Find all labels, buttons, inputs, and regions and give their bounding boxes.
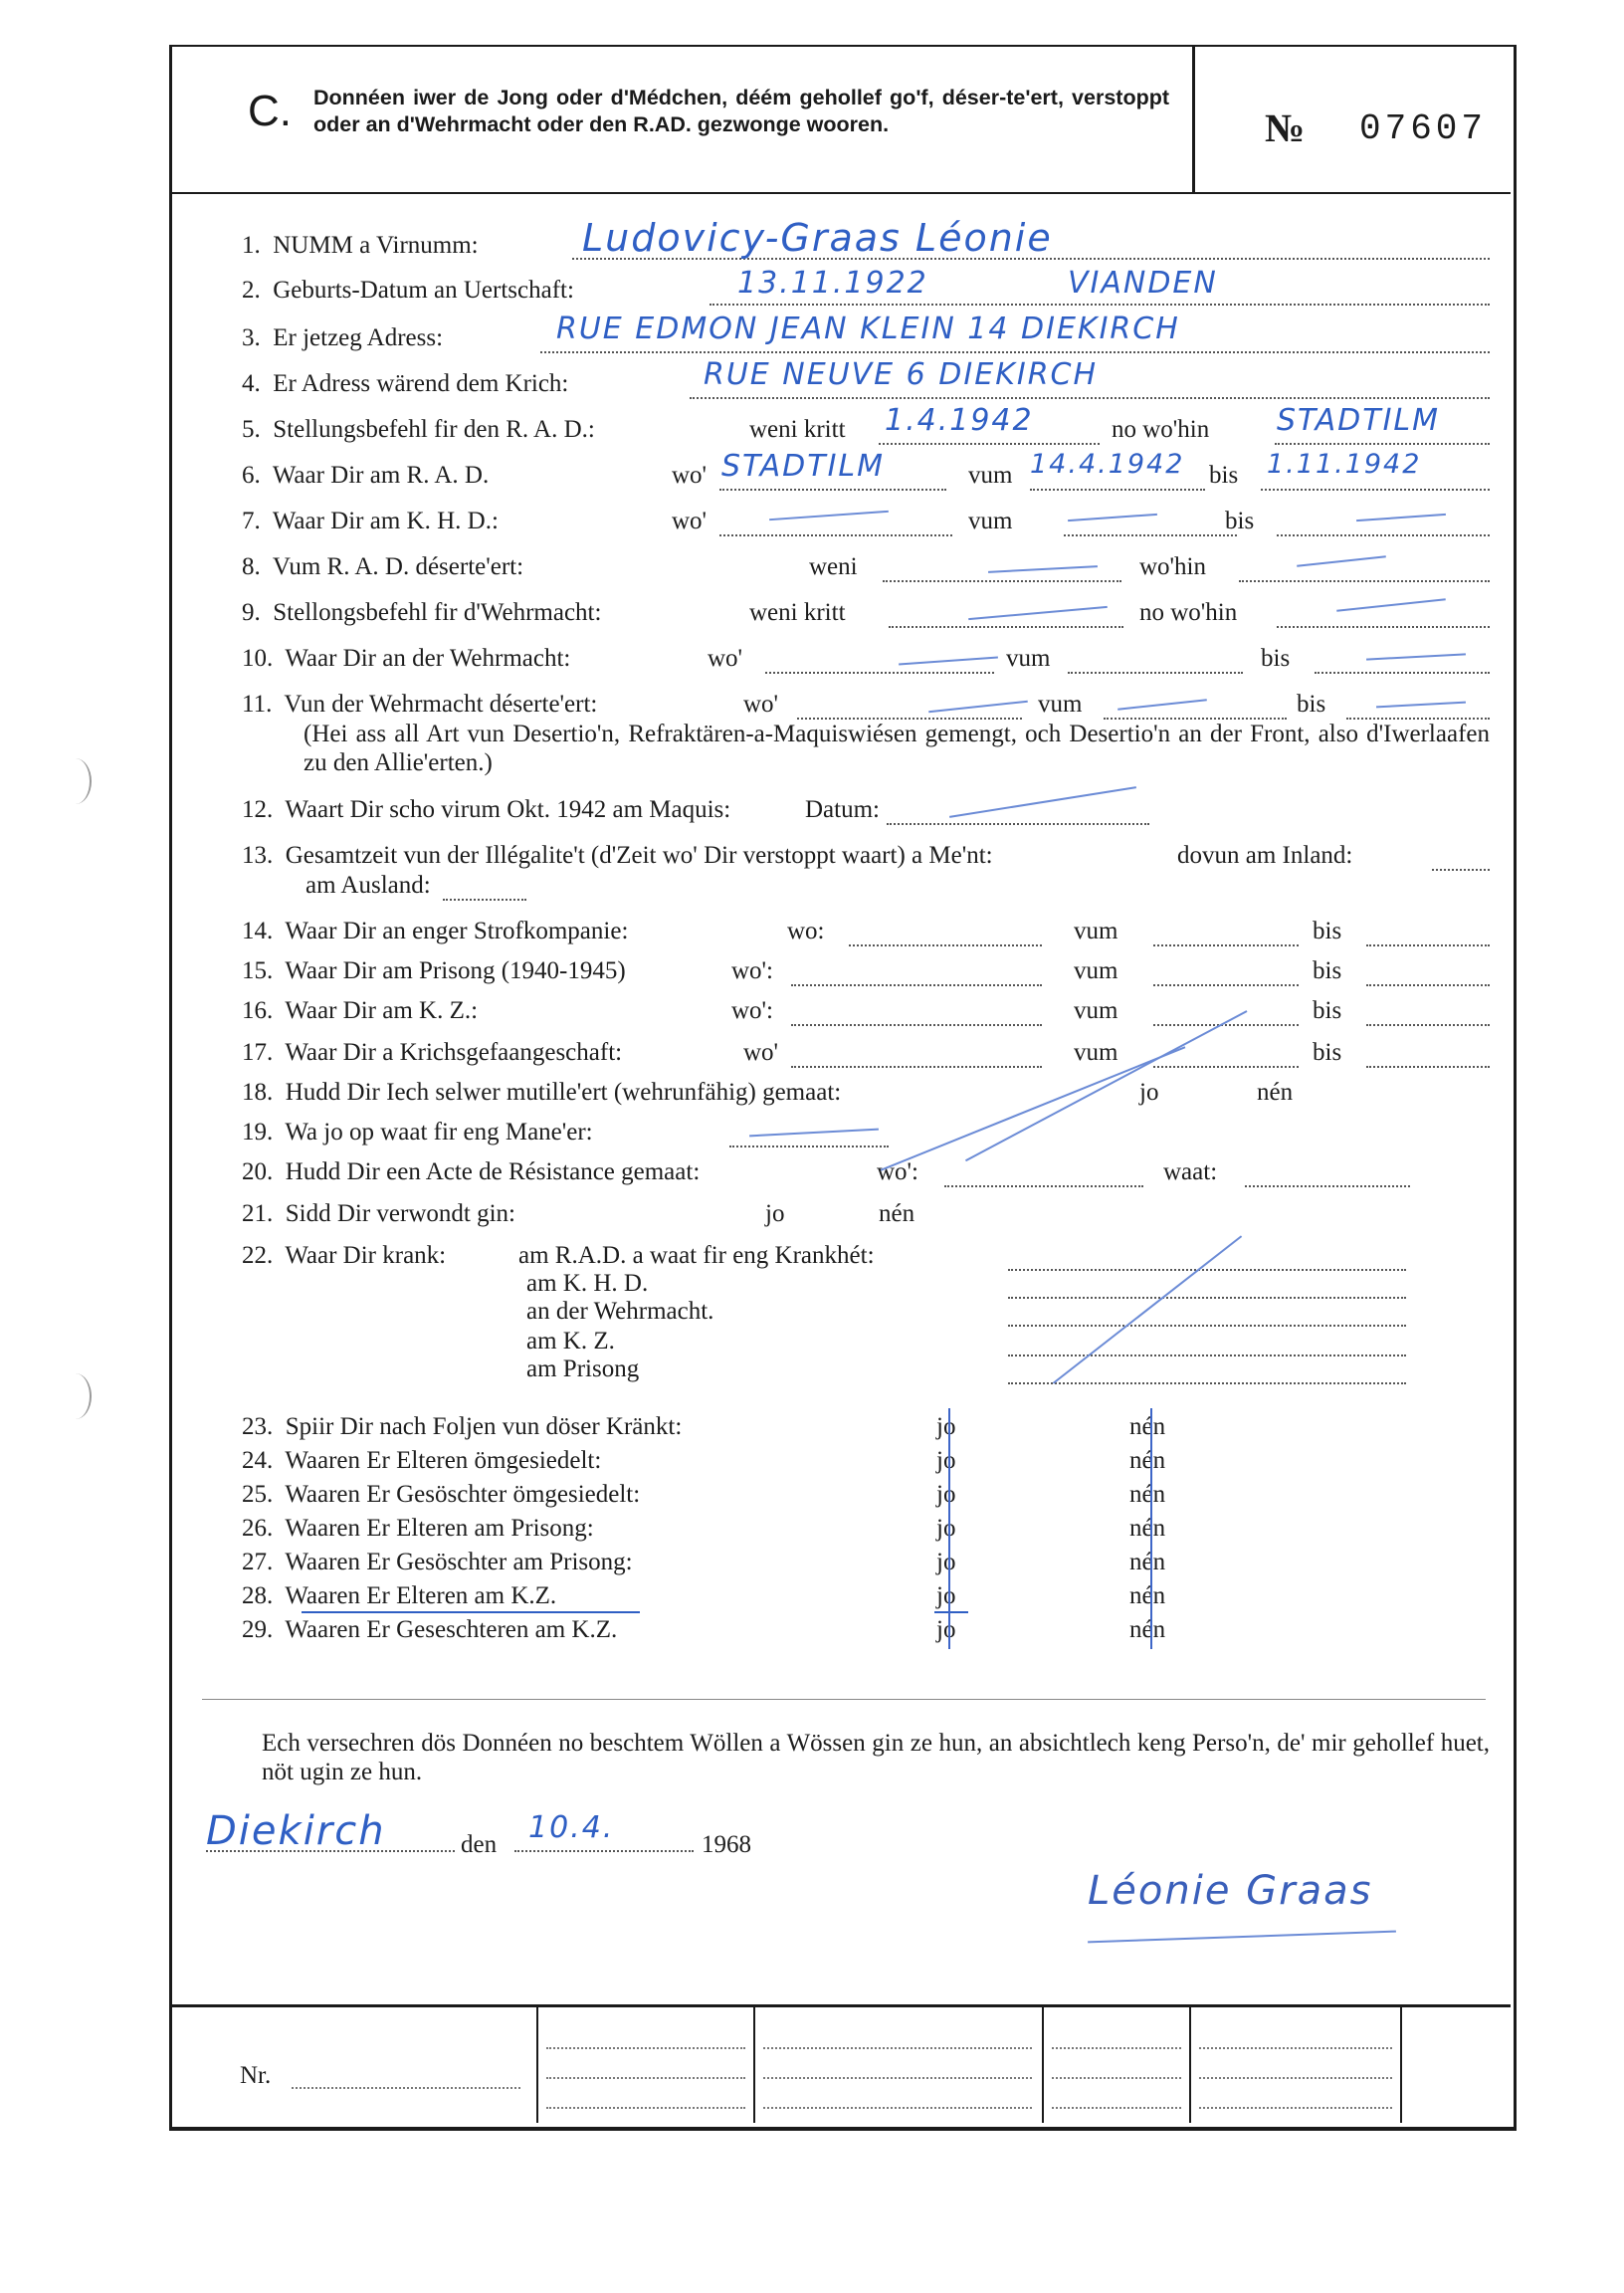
- footer-line: [763, 2077, 1032, 2079]
- question-24: 24. Waaren Er Elteren ömgesiedelt:: [242, 1447, 602, 1474]
- field-label: am R.A.D. a waat fir eng Krankhét:: [518, 1242, 875, 1269]
- number-sign: №: [1265, 105, 1306, 150]
- question-1: 1. NUMM a Virnumm:: [242, 232, 479, 259]
- field-label: wo'hin: [1139, 553, 1207, 580]
- question-5: 5. Stellungsbefehl fir den R. A. D.:: [242, 416, 595, 443]
- question-17: 17. Waar Dir a Krichsgefaangeschaft:: [242, 1039, 623, 1066]
- option-yes: jo: [936, 1616, 956, 1643]
- answer-line: [1275, 443, 1490, 445]
- signature-year: 1968: [702, 1831, 751, 1858]
- answer-line: [1153, 984, 1299, 986]
- field-label: vum: [968, 508, 1013, 534]
- answer-line: [729, 1146, 889, 1147]
- field-label: bis: [1225, 508, 1255, 534]
- pen-dash: [769, 511, 889, 521]
- pen-dash: [1376, 702, 1466, 709]
- answer-current-address: RUE EDMON JEAN KLEIN 14 DIEKIRCH: [556, 312, 1180, 346]
- header-number-box: [1192, 47, 1514, 192]
- option-yes: jo: [936, 1582, 956, 1609]
- question-25: 25. Waaren Er Gesöschter ömgesiedelt:: [242, 1481, 641, 1508]
- field-label: bis: [1313, 957, 1342, 984]
- pen-dash: [968, 606, 1108, 620]
- answer-line: [1432, 869, 1490, 871]
- answer-line: [883, 580, 1121, 582]
- field-label: weni: [809, 553, 858, 580]
- answer-name: Ludovicy-Graas Léonie: [582, 216, 1053, 260]
- answer-line: [1315, 672, 1490, 674]
- question-2: 2. Geburts-Datum an Uertschaft:: [242, 277, 574, 304]
- field-label: wo':: [731, 997, 774, 1024]
- pen-strike: [965, 1010, 1247, 1161]
- footer-divider: [753, 2007, 755, 2123]
- field-label: weni kritt: [749, 599, 846, 626]
- section-letter: C.: [248, 87, 292, 135]
- option-no: nén: [1129, 1616, 1166, 1643]
- field-label: am Ausland:: [305, 872, 431, 899]
- field-label: bis: [1261, 645, 1291, 672]
- answer-line: [1366, 1066, 1490, 1068]
- answer-line: [1277, 534, 1490, 536]
- footer-divider: [1400, 2007, 1402, 2123]
- footer-nr-line: [292, 2087, 520, 2089]
- pen-dash: [1297, 555, 1386, 566]
- footer-line: [1199, 2077, 1392, 2079]
- pen-dash: [1336, 598, 1446, 611]
- answer-line: [791, 1024, 1042, 1026]
- answer-line: [887, 823, 1149, 825]
- pen-dash: [949, 786, 1136, 818]
- pen-dash: [928, 701, 1028, 713]
- field-label: wo':: [731, 957, 774, 984]
- pen-dash: [749, 1129, 879, 1138]
- question-23: 23. Spiir Dir nach Foljen vun döser Kränkt:: [242, 1413, 683, 1440]
- sickness-place: am K. Z.: [526, 1328, 615, 1355]
- answer-rad-from: 14.4.1942: [1030, 449, 1185, 480]
- question-7: 7. Waar Dir am K. H. D.:: [242, 508, 499, 534]
- option-yes: jo: [765, 1200, 785, 1227]
- answer-line: [1153, 1066, 1299, 1068]
- field-label: vum: [1038, 691, 1083, 718]
- field-label: wo': [743, 691, 779, 718]
- answer-rad-place: STADTILM: [721, 449, 886, 484]
- option-no: nén: [1129, 1413, 1166, 1440]
- signature: Léonie Graas: [1088, 1868, 1373, 1914]
- answer-birth-place: VIANDEN: [1068, 266, 1218, 301]
- answer-line: [514, 1850, 694, 1852]
- question-11: 11. Vun der Wehrmacht déserte'ert:: [242, 691, 598, 718]
- answer-birth-date: 13.11.1922: [737, 266, 928, 301]
- sickness-place: an der Wehrmacht.: [526, 1298, 714, 1325]
- question-16: 16. Waar Dir am K. Z.:: [242, 997, 479, 1024]
- answer-line: [1239, 580, 1490, 582]
- option-no: nén: [1129, 1447, 1166, 1474]
- question-29: 29. Waaren Er Geseschteren am K.Z.: [242, 1616, 618, 1643]
- answer-line: [1008, 1382, 1406, 1384]
- answer-line: [889, 626, 1123, 628]
- form-number: 07607: [1359, 108, 1488, 149]
- field-label: wo': [672, 462, 708, 489]
- option-no: nén: [1257, 1079, 1294, 1106]
- answer-line: [710, 304, 1490, 306]
- answer-line: [1030, 489, 1205, 491]
- footer-line: [1199, 2107, 1392, 2109]
- option-yes: jo: [936, 1413, 956, 1440]
- option-no: nén: [1129, 1481, 1166, 1508]
- field-label: wo:: [787, 918, 825, 944]
- field-label: wo': [708, 645, 743, 672]
- footer-line: [546, 2047, 745, 2049]
- answer-line: [206, 1850, 455, 1852]
- option-yes: jo: [1139, 1079, 1159, 1106]
- punch-hole: [60, 1373, 92, 1419]
- field-label: bis: [1297, 691, 1326, 718]
- question-14: 14. Waar Dir an enger Strofkompanie:: [242, 918, 629, 944]
- answer-line: [1261, 489, 1490, 491]
- field-label: no wo'hin: [1139, 599, 1238, 626]
- question-6: 6. Waar Dir am R. A. D.: [242, 462, 490, 489]
- pen-strike: [1150, 1408, 1152, 1649]
- footer-rule: [172, 2004, 1511, 2007]
- field-label: no wo'hin: [1112, 416, 1210, 443]
- footer-line: [1052, 2047, 1181, 2049]
- question-28: 28. Waaren Er Elteren am K.Z.: [242, 1582, 557, 1609]
- pen-strike: [1053, 1235, 1242, 1383]
- field-label: vum: [1074, 1039, 1118, 1066]
- note-desertion: (Hei ass all Art vun Desertio'n, Refraktären-a-Maquiswiésen gemengt, och Desertio'n an der Front, also d'Iwerlaafen zu den Allie'erten.): [304, 721, 1490, 776]
- field-label: Datum:: [805, 796, 880, 823]
- date-prefix: den: [461, 1831, 498, 1858]
- field-label: bis: [1313, 918, 1342, 944]
- answer-line: [1008, 1269, 1406, 1271]
- option-no: nén: [1129, 1549, 1166, 1575]
- footer-divider: [536, 2007, 538, 2123]
- answer-line: [1277, 626, 1490, 628]
- answer-line: [719, 534, 952, 536]
- pen-dash: [899, 657, 998, 666]
- answer-line: [1153, 944, 1299, 946]
- answer-line: [1245, 1185, 1410, 1187]
- field-label: wo': [743, 1039, 779, 1066]
- footer-line: [1199, 2047, 1392, 2049]
- answer-rad-to: 1.11.1942: [1267, 449, 1422, 480]
- option-yes: jo: [936, 1481, 956, 1508]
- answer-line: [1008, 1297, 1406, 1299]
- answer-line: [879, 443, 1100, 445]
- field-label: bis: [1209, 462, 1239, 489]
- separator: [202, 1699, 1486, 1700]
- footer-divider: [1189, 2007, 1191, 2123]
- pen-dash: [1356, 514, 1446, 521]
- answer-line: [1366, 944, 1490, 946]
- answer-line: [1153, 1024, 1299, 1026]
- answer-rad-order-date: 1.4.1942: [885, 403, 1034, 438]
- option-no: nén: [879, 1200, 915, 1227]
- sickness-place: am K. H. D.: [526, 1270, 649, 1297]
- field-label: weni kritt: [749, 416, 846, 443]
- question-4: 4. Er Adress wärend dem Krich:: [242, 370, 569, 397]
- field-label: waat:: [1163, 1158, 1218, 1185]
- footer-nr-label: Nr.: [240, 2062, 272, 2089]
- field-label: dovun am Inland:: [1177, 842, 1353, 869]
- field-label: vum: [1006, 645, 1051, 672]
- answer-line: [540, 351, 1490, 353]
- question-21: 21. Sidd Dir verwondt gin:: [242, 1200, 515, 1227]
- answer-line: [1366, 984, 1490, 986]
- answer-line: [849, 944, 1042, 946]
- header-title: Donnéen iwer de Jong oder d'Médchen, déém gehollef go'f, déser-te'ert, verstoppt oder an d'Wehrmacht oder den R.AD. gezwonge wooren.: [313, 86, 1169, 136]
- field-label: vum: [968, 462, 1013, 489]
- option-no: nén: [1129, 1515, 1166, 1542]
- field-label: vum: [1074, 997, 1118, 1024]
- pen-dash: [988, 565, 1098, 573]
- footer-line: [1052, 2107, 1181, 2109]
- question-27: 27. Waaren Er Gesöschter am Prisong:: [242, 1549, 633, 1575]
- declaration-text: Ech versechren dös Donnéen no beschtem Wöllen a Wössen gin ze hun, an absichtlech keng Perso'n, de' mir gehollef huet, nöt ugin ze hun.: [262, 1730, 1490, 1785]
- footer-line: [546, 2107, 745, 2109]
- option-no: nén: [1129, 1582, 1166, 1609]
- answer-line: [1068, 672, 1243, 674]
- answer-line: [443, 899, 526, 901]
- pen-underline: [302, 1611, 640, 1613]
- question-9: 9. Stellongsbefehl fir d'Wehrmacht:: [242, 599, 602, 626]
- footer-line: [546, 2077, 745, 2079]
- signature-place: Diekirch: [206, 1808, 386, 1854]
- question-12: 12. Waart Dir scho virum Okt. 1942 am Maquis:: [242, 796, 731, 823]
- answer-line: [1008, 1325, 1406, 1327]
- question-10: 10. Waar Dir an der Wehrmacht:: [242, 645, 571, 672]
- answer-rad-destination: STADTILM: [1277, 403, 1441, 438]
- option-yes: jo: [936, 1447, 956, 1474]
- header-rule: [172, 192, 1511, 194]
- answer-line: [719, 489, 946, 491]
- footer-line: [763, 2047, 1032, 2049]
- pen-underline: [934, 1611, 968, 1613]
- answer-line: [690, 397, 1490, 399]
- question-19: 19. Wa jo op waat fir eng Mane'er:: [242, 1119, 593, 1146]
- answer-line: [1064, 534, 1237, 536]
- question-8: 8. Vum R. A. D. déserte'ert:: [242, 553, 524, 580]
- footer-line: [1052, 2077, 1181, 2079]
- answer-line: [765, 672, 994, 674]
- pen-dash: [1117, 699, 1207, 710]
- field-label: vum: [1074, 918, 1118, 944]
- field-label: vum: [1074, 957, 1118, 984]
- header-description: [172, 47, 1192, 192]
- pen-dash: [1068, 514, 1157, 521]
- question-22: 22. Waar Dir krank:: [242, 1242, 447, 1269]
- question-13: 13. Gesamtzeit vun der Illégalite't (d'Zeit wo' Dir verstoppt waart) a Me'nt:: [242, 842, 993, 869]
- footer-divider: [1042, 2007, 1044, 2123]
- answer-line: [1008, 1355, 1406, 1356]
- sickness-place: am Prisong: [526, 1355, 640, 1382]
- question-15: 15. Waar Dir am Prisong (1940-1945): [242, 957, 626, 984]
- answer-line: [1366, 1024, 1490, 1026]
- option-yes: jo: [936, 1515, 956, 1542]
- field-label: wo': [672, 508, 708, 534]
- signature-underline: [1088, 1931, 1396, 1944]
- question-26: 26. Waaren Er Elteren am Prisong:: [242, 1515, 594, 1542]
- pen-dash: [1366, 653, 1466, 660]
- question-20: 20. Hudd Dir een Acte de Résistance gemaat:: [242, 1158, 701, 1185]
- field-label: bis: [1313, 997, 1342, 1024]
- footer-line: [763, 2107, 1032, 2109]
- pen-strike: [948, 1408, 950, 1649]
- signature-date: 10.4.: [528, 1810, 615, 1845]
- option-yes: jo: [936, 1549, 956, 1575]
- field-label: bis: [1313, 1039, 1342, 1066]
- answer-line: [944, 1185, 1143, 1187]
- form-sheet: [169, 45, 1517, 2131]
- question-18: 18. Hudd Dir Iech selwer mutille'ert (wehrunfähig) gemaat:: [242, 1079, 842, 1106]
- punch-hole: [60, 758, 92, 804]
- field-label: wo':: [877, 1158, 919, 1185]
- question-3: 3. Er jetzeg Adress:: [242, 324, 444, 351]
- answer-war-address: RUE NEUVE 6 DIEKIRCH: [704, 357, 1099, 392]
- answer-line: [791, 1066, 1042, 1068]
- answer-line: [791, 984, 1042, 986]
